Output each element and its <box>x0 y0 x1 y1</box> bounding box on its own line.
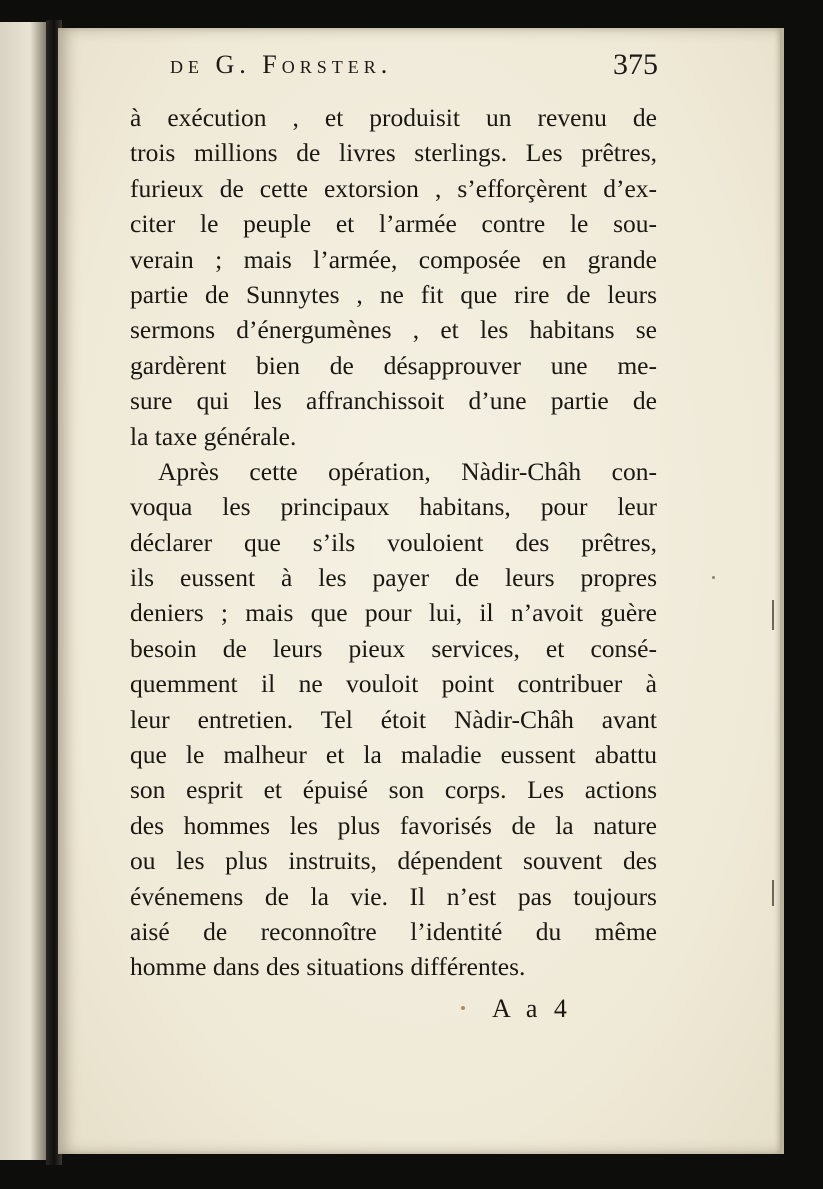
text-line: ou les plus instruits, dépendent souvent des <box>130 846 657 876</box>
paper-speck <box>712 576 715 579</box>
facing-page-edge <box>0 22 50 1160</box>
text-line: aisé de reconnoître l’identité du même <box>130 916 657 946</box>
text-line: déclarer que s’ils vouloient des prêtres, <box>130 527 657 557</box>
text-line: sure qui les affranchissoit d’une partie de <box>130 386 657 416</box>
text-line: Après cette opération, Nàdir-Châh con- <box>158 456 657 486</box>
text-line: à exécution , et produisit un revenu de <box>130 103 657 132</box>
page-header <box>168 44 668 94</box>
text-line: verain ; mais l’armée, composée en grande <box>130 244 657 274</box>
text-line: voqua les principaux habitans, pour leur <box>130 492 657 522</box>
paper-speck <box>461 1006 465 1010</box>
margin-mark <box>772 880 774 906</box>
text-line: événemens de la vie. Il n’est pas toujours <box>130 881 657 911</box>
text-line: que le malheur et la maladie eussent abattu <box>130 740 657 770</box>
text-line: son esprit et épuisé son corps. Les actions <box>130 775 657 805</box>
text-line: homme dans des situations différentes. <box>130 952 526 982</box>
text-line: des hommes les plus favorisés de la nature <box>130 810 657 840</box>
page-number: 375 <box>613 48 658 81</box>
text-line: partie de Sunnytes , ne fit que rire de leurs <box>130 279 657 309</box>
text-line: furieux de cette extorsion , s’efforçèrent d’ex- <box>130 173 657 203</box>
text-line: quemment il ne vouloit point contribuer à <box>130 669 657 699</box>
text-line: sermons d’énergumènes , et les habitans se <box>130 315 657 345</box>
running-head: de G. Forster. <box>170 50 393 79</box>
body-text <box>130 100 657 985</box>
paragraph-1 <box>130 100 657 454</box>
text-line: trois millions de livres sterlings. Les prêtres, <box>130 138 657 168</box>
margin-mark <box>772 600 774 630</box>
text-line: leur entretien. Tel étoit Nàdir-Châh avant <box>130 704 657 734</box>
text-line: gardèrent bien de désapprouver une me- <box>130 350 657 380</box>
text-line: citer le peuple et l’armée contre le sou- <box>130 209 657 239</box>
text-line: deniers ; mais que pour lui, il n’avoit guère <box>130 598 657 628</box>
page-edge <box>780 28 784 1154</box>
text-line: besoin de leurs pieux services, et consé- <box>130 633 657 663</box>
paragraph-2 <box>130 454 657 985</box>
text-line: ils eussent à les payer de leurs propres <box>130 563 657 593</box>
text-line: la taxe générale. <box>130 421 297 451</box>
signature-mark: A a 4 <box>492 994 572 1023</box>
